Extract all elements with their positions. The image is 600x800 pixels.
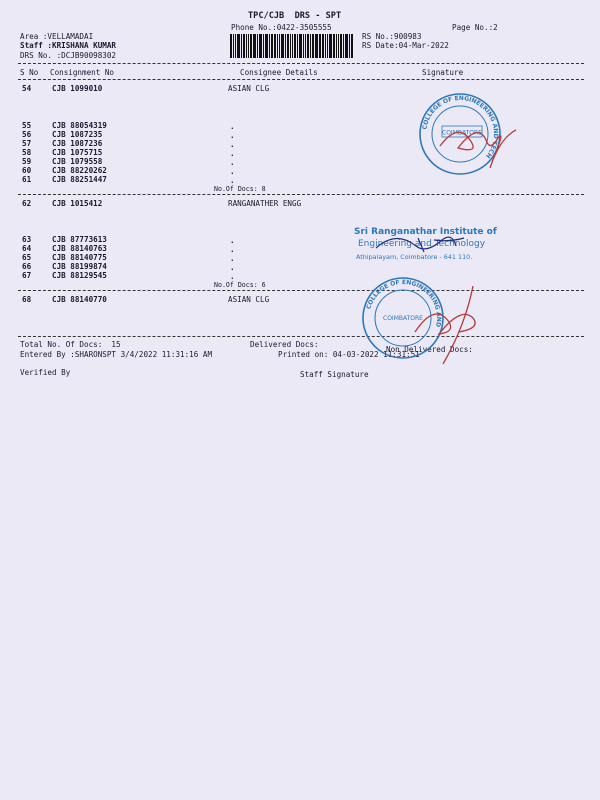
row-sno: 59 <box>22 157 32 166</box>
row-consignment: CJB 87773613 <box>52 235 107 244</box>
row-consignee: ASIAN CLG <box>228 295 270 304</box>
barcode-bar <box>343 34 344 58</box>
non-delivered-docs: Non Delivered Docs: <box>386 345 473 354</box>
barcode-bar <box>233 34 234 58</box>
entered-by: Entered By :SHARONSPT 3/4/2022 11:31:16 AM <box>20 350 213 359</box>
college-seal-stamp-2 <box>345 272 505 372</box>
barcode-bar <box>263 34 264 58</box>
row-dot: . <box>230 140 235 149</box>
row-sno: 65 <box>22 253 32 262</box>
document-title: TPC/CJB DRS - SPT <box>248 11 342 21</box>
staff-field: Staff :KRISHANA KUMAR <box>20 41 117 50</box>
institute-stamp-line2: Engineering and Technology <box>358 239 486 249</box>
row-sno: 61 <box>22 175 32 184</box>
barcode-bar <box>305 34 306 58</box>
signature-mark <box>374 234 484 256</box>
institute-stamp-line3: Athipalayam, Coimbatore - 641 110. <box>356 253 473 261</box>
row-dot: . <box>230 272 235 281</box>
delivered-docs: Delivered Docs: <box>250 340 319 349</box>
row-sno: 60 <box>22 166 32 175</box>
barcode-bar <box>271 34 273 58</box>
row-consignment: CJB 1087236 <box>52 139 103 148</box>
barcode-bar <box>320 34 321 58</box>
col-sno: S No <box>20 68 39 77</box>
row-dot: . <box>230 122 235 131</box>
barcode-bar <box>235 34 236 58</box>
row-consignment: CJB 88140770 <box>52 295 107 304</box>
barcode-bar <box>248 34 249 58</box>
page-number: Page No.:2 <box>452 23 498 32</box>
barcode-bar <box>336 34 337 58</box>
barcode-bar <box>333 34 335 58</box>
barcode-bar <box>237 34 240 58</box>
no-of-docs: No.Of Docs: 8 <box>214 185 266 193</box>
barcode <box>230 34 354 58</box>
row-dot: . <box>230 158 235 167</box>
barcode-bar <box>279 34 280 58</box>
row-sno: 63 <box>22 235 32 244</box>
barcode-bar <box>246 34 247 58</box>
row-sno: 57 <box>22 139 32 148</box>
row-dot: . <box>230 254 235 263</box>
barcode-bar <box>265 34 268 58</box>
row-consignment: CJB 1015412 <box>52 199 103 208</box>
barcode-bar <box>257 34 258 58</box>
barcode-bar <box>243 34 245 58</box>
barcode-bar <box>259 34 260 58</box>
barcode-bar <box>325 34 326 58</box>
barcode-bar <box>349 34 350 58</box>
seal-center-text: COIMBATORE <box>442 129 482 137</box>
barcode-bar <box>292 34 293 58</box>
area-field: Area :VELLAMADAI <box>20 32 94 41</box>
row-sno: 68 <box>22 295 32 304</box>
row-consignment: CJB 88129545 <box>52 271 107 280</box>
barcode-bar <box>351 34 353 58</box>
barcode-bar <box>274 34 276 58</box>
row-consignment: CJB 88199874 <box>52 262 107 271</box>
seal-center-text-2: COIMBATORE <box>383 315 423 322</box>
phone-number: Phone No.:0422-3505555 <box>231 23 332 32</box>
barcode-bar <box>327 34 328 58</box>
seal-ring-text: COLLEGE OF ENGINEERING AND TECH <box>421 94 500 160</box>
row-dot: . <box>230 167 235 176</box>
barcode-bar <box>294 34 296 58</box>
row-consignee: ASIAN CLG <box>228 84 270 93</box>
row-consignment: CJB 1099010 <box>52 84 103 93</box>
divider <box>18 63 584 64</box>
barcode-bar <box>253 34 256 58</box>
college-seal-stamp <box>410 82 530 182</box>
row-consignment: CJB 1079558 <box>52 157 103 166</box>
institute-stamp-line1: Sri Ranganathar Institute of <box>354 227 497 237</box>
barcode-bar <box>312 34 314 58</box>
divider <box>18 79 584 80</box>
barcode-bar <box>277 34 278 58</box>
barcode-bar <box>269 34 270 58</box>
col-signature: Signature <box>422 68 464 77</box>
barcode-bar <box>329 34 332 58</box>
barcode-bar <box>315 34 318 58</box>
row-consignment: CJB 88140763 <box>52 244 107 253</box>
row-consignment: CJB 88220262 <box>52 166 107 175</box>
row-dot: . <box>230 131 235 140</box>
row-consignment: CJB 88054319 <box>52 121 107 130</box>
col-consignee: Consignee Details <box>240 68 318 77</box>
row-sno: 56 <box>22 130 32 139</box>
row-sno: 66 <box>22 262 32 271</box>
barcode-bar <box>290 34 291 58</box>
barcode-bar <box>250 34 252 58</box>
barcode-bar <box>285 34 286 58</box>
row-consignment: CJB 1087235 <box>52 130 103 139</box>
rs-date: RS Date:04-Mar-2022 <box>362 41 449 50</box>
barcode-bar <box>345 34 348 58</box>
barcode-bar <box>310 34 311 58</box>
row-sno: 55 <box>22 121 32 130</box>
barcode-bar <box>230 34 232 58</box>
institute-stamp <box>344 226 504 266</box>
barcode-bar <box>340 34 342 58</box>
col-consignment: Consignment No <box>50 68 115 77</box>
barcode-bar <box>299 34 302 58</box>
staff-signature: Staff Signature <box>300 370 369 379</box>
row-dot: . <box>230 176 235 185</box>
row-consignee: RANGANATHER ENGG <box>228 199 302 208</box>
barcode-bar <box>303 34 304 58</box>
row-dot: . <box>230 245 235 254</box>
barcode-bar <box>338 34 339 58</box>
seal-ring-text-2: COLLEGE OF ENGINEERING AND <box>365 278 443 328</box>
barcode-bar <box>307 34 309 58</box>
verified-by: Verified By <box>20 368 71 377</box>
barcode-bar <box>319 34 320 58</box>
barcode-bar <box>322 34 324 58</box>
row-consignment: CJB 88140775 <box>52 253 107 262</box>
row-consignment: CJB 1075715 <box>52 148 103 157</box>
total-docs: Total No. Of Docs: 15 <box>20 340 121 349</box>
barcode-bar <box>281 34 284 58</box>
drs-number: DRS No. :DCJB90098302 <box>20 51 117 60</box>
row-dot: . <box>230 236 235 245</box>
barcode-bar <box>241 34 242 58</box>
row-sno: 54 <box>22 84 32 93</box>
row-sno: 67 <box>22 271 32 280</box>
row-dot: . <box>230 149 235 158</box>
row-consignment: CJB 88251447 <box>52 175 107 184</box>
divider <box>18 194 584 195</box>
printed-on: Printed on: 04-03-2022 11:31:51 <box>278 350 420 359</box>
barcode-bar <box>297 34 298 58</box>
rs-number: RS No.:900983 <box>362 32 422 41</box>
row-sno: 58 <box>22 148 32 157</box>
no-of-docs: No.Of Docs: 6 <box>214 281 266 289</box>
barcode-bar <box>260 34 262 58</box>
row-sno: 62 <box>22 199 32 208</box>
row-sno: 64 <box>22 244 32 253</box>
barcode-bar <box>287 34 289 58</box>
row-dot: . <box>230 263 235 272</box>
